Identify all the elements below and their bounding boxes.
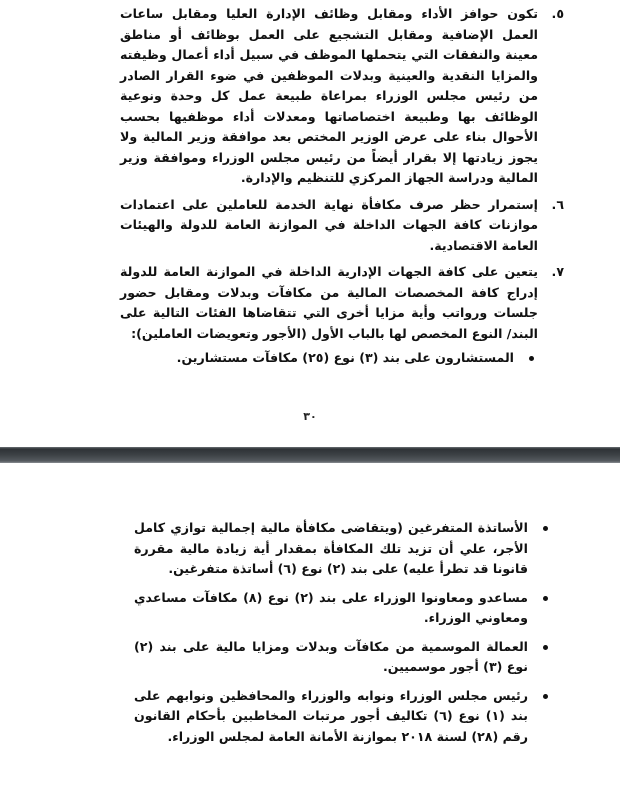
bullet-item [134,518,566,580]
item-number: ٦. [551,196,564,212]
bullet-text: الأساتذة المتفرغين (ويتقاضى مكافأة مالية إجمالية توازي كامل الأجر، علي أن تزيد تلك المكافأة بمقدار أية زيادة مالية مقررة قانونا قد تطرأ عليه) على بند (٢) نوع (٦) أساتذة متفرغين. [134,520,528,576]
bullet-list [134,518,566,747]
bullet-item [120,348,568,369]
bullet-text: رئيس مجلس الوزراء ونوابه والوزراء والمحافظين ونوابهم على بند (١) نوع (٦) تكاليف أجور مرتبات المخاطبين بأحكام القانون رقم (٢٨) لسنة ٢٠١٨ بموازنة الأمانة العامة لمجلس الوزراء. [134,687,528,744]
numbered-item-5 [120,4,568,189]
bullet-item [134,686,566,748]
numbered-item-6 [120,195,568,257]
numbered-item-7 [120,262,568,344]
item-number: ٥. [551,6,564,21]
bullet-dot [543,596,548,601]
page-number: ٣٠ [303,410,317,423]
item-text: إستمرار حظر صرف مكافأة نهاية الخدمة للعاملين على اعتمادات موازنات كافة الجهات الداخلة في الموازنة العامة للدولة والهيئات العامة الاقتصادية. [120,196,538,253]
bullet-item [134,637,566,678]
bullet-text: العمالة الموسمية من مكافآت وبدلات ومزايا مالية على بند (٢) نوع (٣) أجور موسميين. [134,638,528,674]
numbered-list [120,4,568,369]
bullet-item [134,588,566,629]
item-number: ٧. [551,264,564,279]
bullet-dot [543,645,548,650]
bullet-dot [529,356,534,361]
page-separator [0,447,620,463]
item-text: تكون حوافز الأداء ومقابل وظائف الإدارة العليا ومقابل ساعات العمل الإضافية ومقابل التشجيع على العمل بوظائف أو مناطق معينة والنفقات التي يتحملها الموظف في سبيل أداء أعمال وظيفته والمزايا النقدية والعينية وبدلات الموظفين في ضوء القرار الصادر من رئيس مجلس الوزراء بمراعاة طبيعة عمل كل وحدة ونوعية الوظائف بها وطبيعة اختصاصاتها ومعدلات أداء موظفيها بحسب الأحوال بناء على عرض الوزير المختص بعد موافقة وزير المالية ولا يجوز زيادتها إلا بقرار أيضاً من رئيس مجلس الوزراء وموافقة وزير المالية ودراسة الجهاز المركزي للتنظيم والإدارة. [120,6,538,185]
item-text: يتعين على كافة الجهات الإدارية الداخلة في الموازنة العامة للدولة إدراج كافة المخصصات المالية من مكافآت وبدلات ومقابل حضور جلسات ورواتب وأية مزايا أخرى التي تتقاضاها الفئات التالية على البند/ النوع المخصص لها بالباب الأول (الأجور وتعويضات العاملين): [120,264,538,341]
document-page-bottom [0,463,620,797]
bullet-dot [543,526,548,531]
bullet-text: المستشارون على بند (٣) نوع (٢٥) مكافآت مستشارين. [176,350,514,365]
bullet-text: مساعدو ومعاونوا الوزراء على بند (٢) نوع (٨) مكافآت مساعدي ومعاوني الوزراء. [134,589,528,625]
bullet-dot [543,694,548,699]
